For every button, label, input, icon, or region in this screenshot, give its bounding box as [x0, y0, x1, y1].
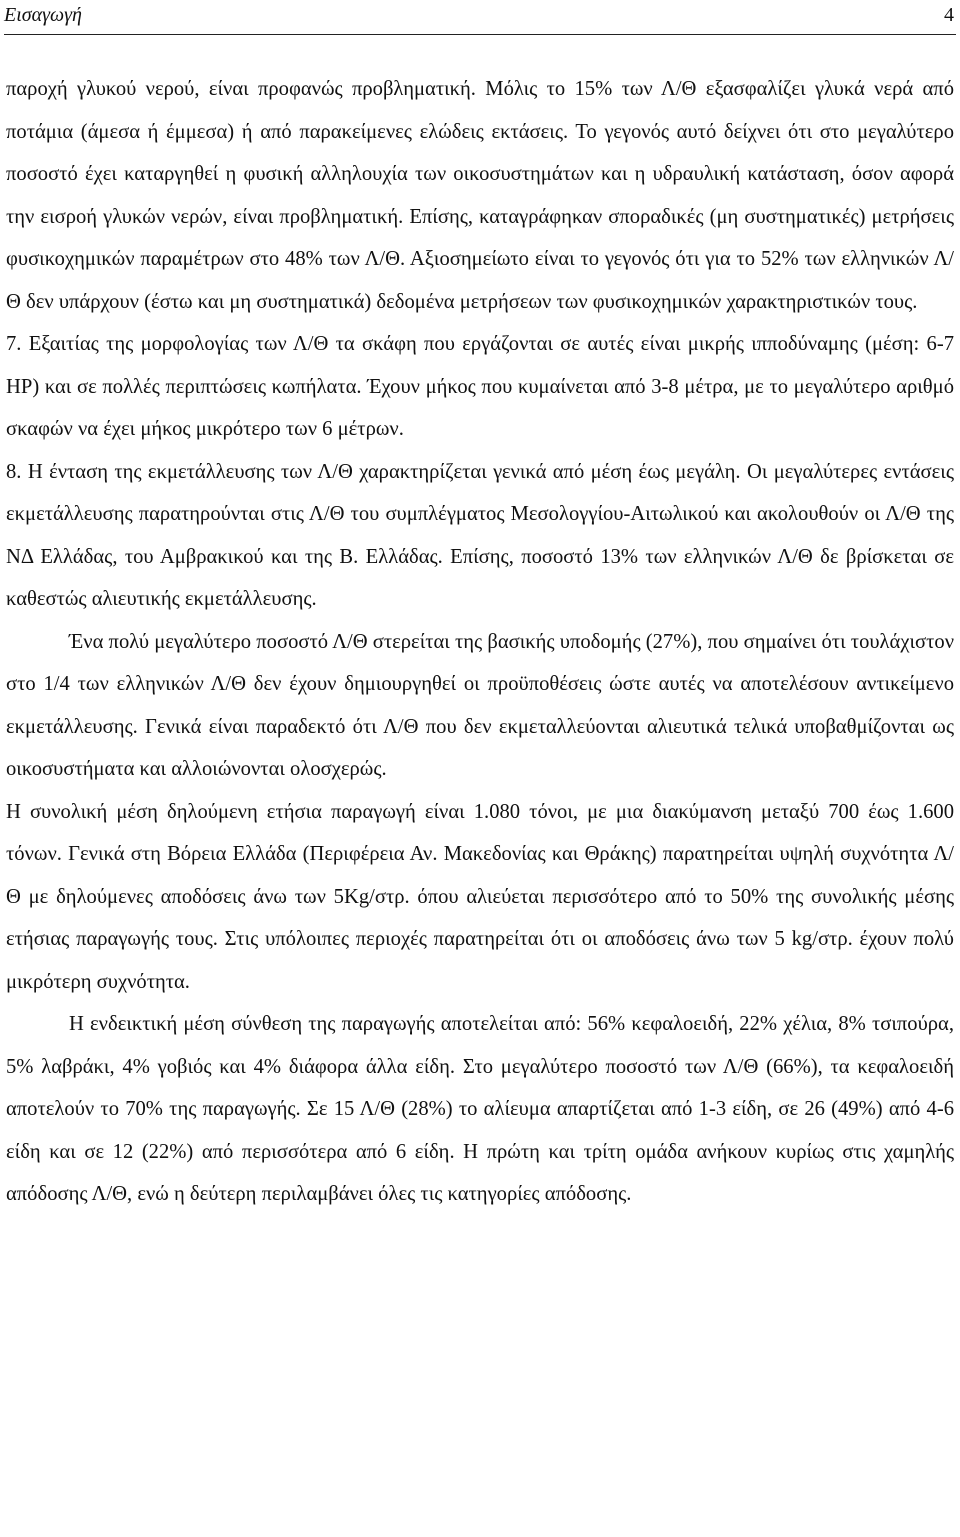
section-title: Εισαγωγή	[4, 4, 82, 26]
page-header	[4, 0, 956, 35]
paragraph: Ένα πολύ μεγαλύτερο ποσοστό Λ/Θ στερείται της βασικής υποδομής (27%), που σημαίνει ότι τουλάχιστον στο 1/4 των ελληνικών Λ/Θ δεν έχουν δημιουργηθεί οι προϋποθέσεις ώστε αυτές να αποτελέσουν αντικείμενο εκμετάλλευσης. Γενικά είναι παραδεκτό ότι Λ/Θ που δεν εκμεταλλεύονται αλιευτικά τελικά υποβαθμίζονται ως οικοσυστήματα και αλλοιώνονται ολοσχερώς.	[6, 630, 954, 780]
paragraph: παροχή γλυκού νερού, είναι προφανώς προβληματική. Μόλις το 15% των Λ/Θ εξασφαλίζει γλυκά νερά από ποτάμια (άμεσα ή έμμεσα) ή από παρακείμενες ελώδεις εκτάσεις. Το γεγονός αυτό δείχνει ότι στο μεγαλύτερο ποσοστό έχει καταργηθεί η φυσική αλληλουχία των οικοσυστημάτων και η υδραυλική κατάσταση, όσον αφορά την εισροή γλυκών νερών, είναι προβληματική. Επίσης, καταγράφηκαν σποραδικές (μη συστηματικές) μετρήσεις φυσικοχημικών παραμέτρων στο 48% των Λ/Θ. Αξιοσημείωτο είναι το γεγονός ότι για το 52% των ελληνικών Λ/Θ δεν υπάρχουν (έστω και μη συστηματικά) δεδομένα μετρήσεων των φυσικοχημικών χαρακτηριστικών τους.	[6, 78, 954, 313]
paragraph-item-7: 7. Εξαιτίας της μορφολογίας των Λ/Θ τα σκάφη που εργάζονται σε αυτές είναι μικρής ιπποδύναμης (μέση: 6-7 HP) και σε πολλές περιπτώσεις κωπήλατα. Έχουν μήκος που κυμαίνεται από 3-8 μέτρα, με το μεγαλύτερο αριθμό σκαφών να έχει μήκος μικρότερο των 6 μέτρων.	[6, 333, 954, 440]
paragraph: Η ενδεικτική μέση σύνθεση της παραγωγής αποτελείται από: 56% κεφαλοειδή, 22% χέλια, 8% τσιπούρα, 5% λαβράκι, 4% γοβιός και 4% διάφορα άλλα είδη. Στο μεγαλύτερο ποσοστό των Λ/Θ (66%), τα κεφαλοειδή αποτελούν το 70% της παραγωγής. Σε 15 Λ/Θ (28%) το αλίευμα απαρτίζεται από 1-3 είδη, σε 26 (49%) από 4-6 είδη και σε 12 (22%) από περισσότερα από 6 είδη. Η πρώτη και τρίτη ομάδα ανήκουν κυρίως στις χαμηλής απόδοσης Λ/Θ, ενώ η δεύτερη περιλαμβάνει όλες τις κατηγορίες απόδοσης.	[6, 1013, 954, 1205]
paragraph: Η συνολική μέση δηλούμενη ετήσια παραγωγή είναι 1.080 τόνοι, με μια διακύμανση μεταξύ 700 έως 1.600 τόνων. Γενικά στη Βόρεια Ελλάδα (Περιφέρεια Αν. Μακεδονίας και Θράκης) παρατηρείται υψηλή συχνότητα Λ/Θ με δηλούμενες αποδόσεις άνω των 5Kg/στρ. όπου αλιεύεται περισσότερο από το 50% της συνολικής μέσης ετήσιας παραγωγής τους. Στις υπόλοιπες περιοχές παρατηρείται ότι οι αποδόσεις άνω των 5 kg/στρ. έχουν πολύ μικρότερη συχνότητα.	[6, 800, 954, 993]
page-number: 4	[944, 4, 954, 26]
paragraph-item-8: 8. Η ένταση της εκμετάλλευσης των Λ/Θ χαρακτηρίζεται γενικά από μέση έως μεγάλη. Οι μεγαλύτερες εντάσεις εκμετάλλευσης παρατηρούνται στις Λ/Θ του συμπλέγματος Μεσολογγίου-Αιτωλικού και ακολουθούν οι Λ/Θ της ΝΔ Ελλάδας, του Αμβρακικού και της Β. Ελλάδας. Επίσης, ποσοστό 13% των ελληνικών Λ/Θ δε βρίσκεται σε καθεστώς αλιευτικής εκμετάλλευσης.	[6, 460, 954, 610]
body-text	[6, 68, 954, 1216]
